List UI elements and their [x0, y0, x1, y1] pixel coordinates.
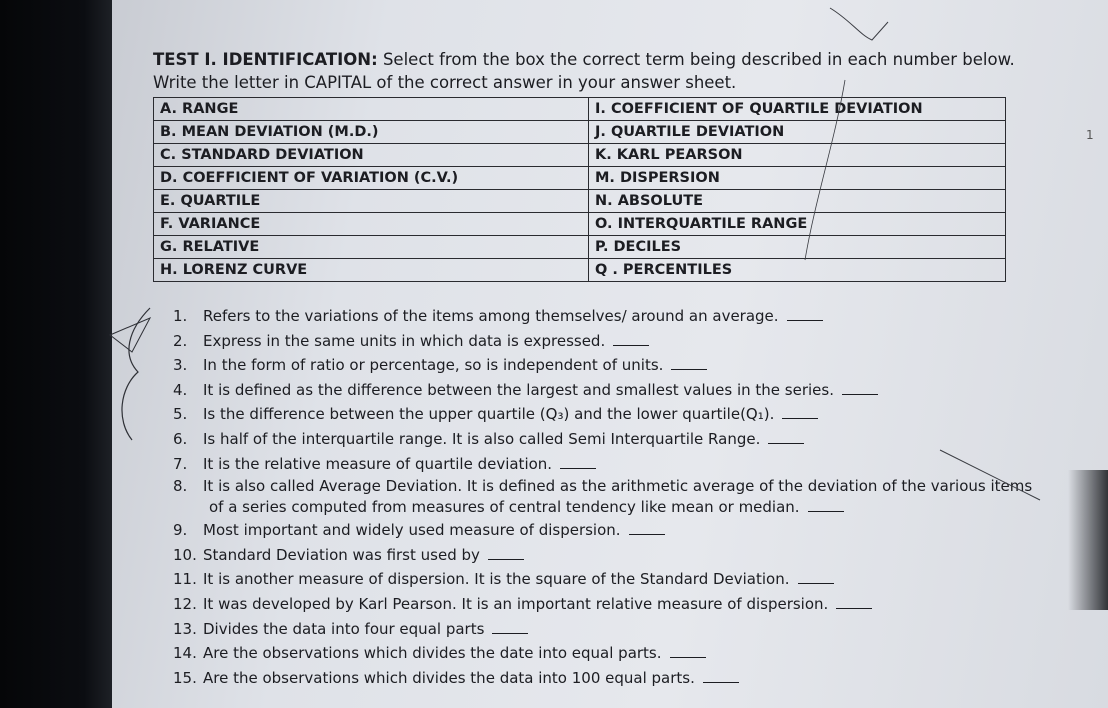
- answer-blank[interactable]: [492, 621, 528, 634]
- test-heading: TEST I. IDENTIFICATION:: [153, 50, 378, 69]
- question-item: [173, 543, 1073, 568]
- choice-right: O. INTERQUARTILE RANGE: [589, 213, 1006, 236]
- question-item: [173, 617, 1073, 642]
- choice-left: E. QUARTILE: [154, 190, 589, 213]
- instructions-text: Select from the box the correct term being described in each number below. Write the letter in CAPITAL of the correct answer in your answer sheet.: [153, 50, 1015, 92]
- question-item: [173, 518, 1073, 543]
- choice-row: [154, 236, 1006, 259]
- question-text: It is the relative measure of quartile deviation.: [203, 454, 553, 473]
- question-list: [173, 304, 1073, 690]
- question-item: [173, 353, 1073, 378]
- choice-right: K. KARL PEARSON: [589, 144, 1006, 167]
- choice-left: F. VARIANCE: [154, 213, 589, 236]
- answer-blank[interactable]: [808, 499, 844, 512]
- answer-blank[interactable]: [488, 547, 524, 560]
- question-text: Refers to the variations of the items among themselves/ around an average.: [203, 307, 779, 325]
- choice-left: H. LORENZ CURVE: [154, 259, 589, 282]
- answer-blank[interactable]: [768, 431, 804, 444]
- question-item: [173, 666, 1073, 691]
- choice-left: B. MEAN DEVIATION (M.D.): [154, 121, 589, 144]
- question-item: [173, 452, 1073, 477]
- choice-row: [154, 167, 1006, 190]
- answer-choices-table: [153, 97, 1006, 282]
- question-text: Standard Deviation was first used by: [203, 545, 480, 564]
- choice-left: D. COEFFICIENT OF VARIATION (C.V.): [154, 167, 589, 190]
- answer-blank[interactable]: [560, 456, 596, 469]
- question-item: [173, 476, 1073, 518]
- choice-row: [154, 190, 1006, 213]
- answer-blank[interactable]: [629, 522, 665, 535]
- question-number: 7.: [173, 454, 188, 473]
- choice-left: A. RANGE: [154, 98, 589, 121]
- question-number: 4.: [173, 380, 188, 399]
- question-number: 10.: [173, 545, 197, 564]
- question-text: Is the difference between the upper quartile (Q₃) and the lower quartile(Q₁).: [203, 405, 775, 424]
- choice-right: N. ABSOLUTE: [589, 190, 1006, 213]
- question-item: [173, 402, 1073, 427]
- answer-blank[interactable]: [787, 308, 823, 321]
- answer-blank[interactable]: [671, 357, 707, 370]
- shadow-right: [1068, 470, 1108, 610]
- answer-blank[interactable]: [782, 406, 818, 419]
- question-text: Is half of the interquartile range. It is also called Semi Interquartile Range.: [203, 429, 761, 448]
- question-item: [173, 329, 1073, 354]
- answer-blank[interactable]: [842, 382, 878, 395]
- answer-blank[interactable]: [703, 670, 739, 683]
- question-text: Express in the same units in which data is expressed.: [203, 331, 606, 350]
- question-text-continued: of a series computed from measures of central tendency like mean or median.: [173, 497, 1069, 518]
- choice-left: G. RELATIVE: [154, 236, 589, 259]
- question-number: 5.: [173, 405, 188, 424]
- answer-blank[interactable]: [836, 596, 872, 609]
- margin-mark: 1: [1086, 128, 1094, 142]
- question-item: [173, 427, 1073, 452]
- choice-right: P. DECILES: [589, 236, 1006, 259]
- question-item: [173, 304, 1073, 329]
- question-number: 3.: [173, 356, 188, 375]
- question-number: 6.: [173, 429, 188, 448]
- choice-right: M. DISPERSION: [589, 167, 1006, 190]
- choice-row: [154, 213, 1006, 236]
- question-text: Are the observations which divides the date into equal parts.: [203, 644, 662, 663]
- question-item: [173, 592, 1073, 617]
- question-number: 2.: [173, 331, 188, 350]
- question-number: 12.: [173, 594, 197, 613]
- question-item: [173, 641, 1073, 666]
- question-number: 13.: [173, 619, 197, 638]
- question-number: 9.: [173, 521, 188, 540]
- answer-blank[interactable]: [798, 571, 834, 584]
- choice-right: Q . PERCENTILES: [589, 259, 1006, 282]
- question-number: 14.: [173, 644, 197, 663]
- question-text: Are the observations which divides the data into 100 equal parts.: [203, 668, 695, 687]
- question-number: 1.: [173, 307, 188, 325]
- question-text: It is also called Average Deviation. It is defined as the arithmetic average of the deviation of the various items: [203, 477, 1033, 496]
- answer-blank[interactable]: [613, 333, 649, 346]
- question-item: [173, 378, 1073, 403]
- question-text: Divides the data into four equal parts: [203, 619, 485, 638]
- choice-right: I. COEFFICIENT OF QUARTILE DEVIATION: [589, 98, 1006, 121]
- question-number: 11.: [173, 570, 197, 589]
- question-item: [173, 567, 1073, 592]
- choice-row: [154, 121, 1006, 144]
- question-text: Most important and widely used measure of dispersion.: [203, 521, 621, 540]
- test-instructions: [153, 48, 1053, 94]
- desk-background: [0, 0, 120, 708]
- answer-blank[interactable]: [670, 645, 706, 658]
- question-number: 15.: [173, 668, 197, 687]
- question-text: It is another measure of dispersion. It is the square of the Standard Deviation.: [203, 570, 790, 589]
- choice-row: [154, 144, 1006, 167]
- question-text: In the form of ratio or percentage, so is independent of units.: [203, 356, 664, 375]
- choice-row: [154, 98, 1006, 121]
- question-number: 8.: [173, 477, 188, 496]
- choice-left: C. STANDARD DEVIATION: [154, 144, 589, 167]
- question-text: It is defined as the difference between the largest and smallest values in the series.: [203, 380, 834, 399]
- choice-row: [154, 259, 1006, 282]
- question-text: It was developed by Karl Pearson. It is an important relative measure of dispersion.: [203, 594, 829, 613]
- choice-right: J. QUARTILE DEVIATION: [589, 121, 1006, 144]
